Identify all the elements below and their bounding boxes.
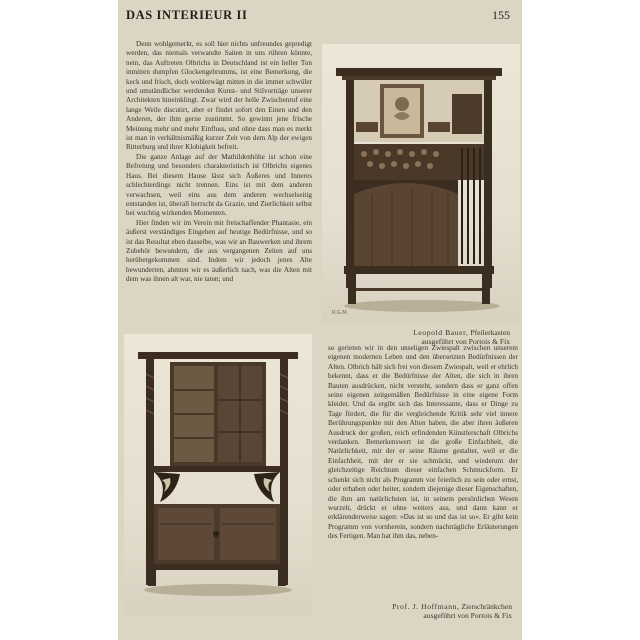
- text-column-top: [126, 40, 312, 340]
- text-column-bottom: [328, 344, 518, 580]
- running-title: DAS INTERIEUR II: [126, 8, 248, 22]
- cabinet-illustration: [322, 44, 520, 324]
- cabinet-illustration: [124, 334, 312, 616]
- book-page: [118, 0, 522, 640]
- caption-author: Leopold Bauer,: [413, 328, 469, 337]
- paragraph: so gerieten wir in den unseligen Zwiespalt zwischen unserem eigenen modernen Leben und den übersetzten Bedürfnissen der Alten. Olbrich hält sich frei von diesem Zwiespalt, weil er ehrlich bekennt, dass er die Bedürfnisse der Alten, die sich in ihren Bauten ausdrücken, nicht versteht, sondern dass er ganz offen seine eigenen zeitgemäßen Bedürfnisse in eine eigene Form kleidet. Und da ergibt sich das Interessante, dass er Dinge zu Tage fördert, die für die vergleichende Kritik sehr viel innere Berührungspunkte mit den Alten haben, die aber ihren äußeren Ausdruck der großen, reich erfindenden Künstlerschaft Olbrichs verdanken. Bemerkenswert ist die große Einfachheit, die Natürlichkeit, mit der er seine Räume gestaltet, weil er die Einfachheit, mit der er sie schmückt, und wiederum der gleichzeitige Reichtum dieser einfachen Schmuckform. Er schenkt sich nicht als Programm vor feierlich zu sein oder ernst, oder erhaben oder heiter, sondern diejenige dieser Eigenschaften, die ihm am natürlichsten ist, in seinem persönlichen Wesen wurzelt, drückt er ohne weiters aus, und dann kann er erklärenderweise sagen: »Das ist so und das ist so«. Er gibt kein Programm von vornherein, sondern nachträgliche Erläuterungen des Fertigen. Man hat ihm das, neben-: [328, 344, 518, 541]
- paragraph: Denn wohlgemerkt, es soll hier nichts unfreundes gepredigt werden, das niemals verwandte Saiten in uns rühren könnte, nein, das Auftreten Olbrichs in Deutschland ist ein heller Ton inmitten dumpfen Glockengebrumms, ist eine Bemerkung, die keck und frisch, doch wohlerwägt mitten in die immer schwüler und umständlicher werdenden Kunst- und Stilvorträge unserer Architekten hineinklingt. Zwar wird der helle Zwischenruf eine lange Weile discutirt, aber er findet sofort den Einen und den Anderen, der ihm gerne zustimmt. So gewinnt jene frische Meinung mehr und mehr Einfluss, und ohne dass man es merkt ist man in verhältnismäßig kurzer Zeit von dem Alp der ewigen Ritterburg und ihrer Klobigkeit befreit.: [126, 40, 312, 152]
- paragraph: Die ganze Anlage auf der Mathildenhöhe ist schon eine Befreiung und besonders charakteristisch ist Olbrichs eigenes Haus. Bei diesem Hause lässt sich Äußeres und Inneres schlechterdings nicht trennen. Eins ist mit dem anderen verwachsen, weil eins aus dem anderen wechselseitig entstanden ist, überall herrscht da Grazie, und Zierlichkeit selbst bei wuchtig wirkenden Momenten.: [126, 152, 312, 218]
- artist-signature: R.G.M.: [332, 310, 349, 316]
- page-header: [126, 6, 510, 26]
- caption-maker: ausgeführt von Portois & Fix: [421, 337, 510, 346]
- figure-2-caption: [312, 602, 512, 620]
- figure-hoffmann-cabinet: [124, 334, 312, 616]
- figure-bauer-cabinet: [322, 44, 520, 324]
- caption-title: Zierschränkchen: [459, 602, 512, 611]
- caption-title: Pfeilerkasten: [468, 328, 510, 337]
- page-number: 155: [492, 8, 510, 22]
- caption-maker: ausgeführt von Portois & Fix: [423, 611, 512, 620]
- paragraph: Hier finden wir im Verein mit freischaffender Phantasie, ein äußerst verständiges Eingehen auf heutige Bedürfnisse, und so ist das Resultat eben dasselbe, was wir an Bauwerken und ihrem Zubehör bewundern, die aus vergangenen Zeiten auf uns herübergekommen sind. Indem wir jedoch jenes Alte bewunderten, ahmten wir es äußerlich nach, was die Alten mit dem was ihnen alt war, nie taten; und: [126, 218, 312, 284]
- caption-author: Prof. J. Hoffmann,: [392, 602, 460, 611]
